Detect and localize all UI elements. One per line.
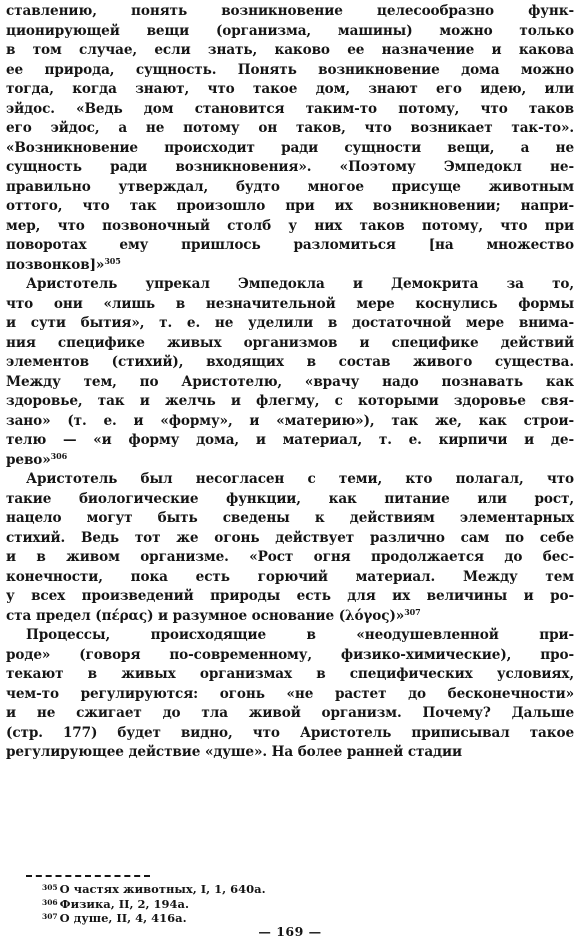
line-text: такие биологические функции, как питание или рост, (6, 490, 574, 507)
text-line (6, 704, 574, 724)
text-line (6, 217, 574, 237)
text-line (6, 548, 574, 568)
page-number: — 169 — (258, 924, 322, 939)
line-text: текают в живых организмах в специфических условиях, (6, 666, 574, 682)
text-line (6, 80, 574, 100)
text-line (6, 275, 574, 295)
line-text: ставлению, понять возникновение целесообразно функ- (6, 3, 574, 19)
line-text: Процессы, происходящие в «неодушевленной при- (26, 627, 574, 643)
line-text: Между тем, по Аристотелю, «врачу надо познавать как (6, 373, 574, 390)
text-line (6, 392, 574, 412)
line-text: правильно утверждал, будто многое присуще животным (6, 178, 574, 195)
text-line (6, 139, 574, 159)
line-text: и не сжигает до тла живой организм. Почему? Дальше (6, 705, 574, 721)
line-text: и сути бытия», т. е. не уделили в достаточной мере внима- (6, 315, 574, 331)
line-text: «Возникновение происходит ради сущности вещи, а не (6, 139, 574, 156)
text-line (6, 451, 574, 471)
line-text: стихий. Ведь тот же огонь действует различно сам по себе (6, 529, 574, 546)
line-text: регулирующее действие «душе». На более ранней стадии (6, 744, 462, 760)
line-text: Аристотель упрекал Эмпедокла и Демокрита за то, (26, 276, 574, 292)
text-line (6, 724, 574, 744)
text-line (6, 197, 574, 217)
footnotes (42, 882, 342, 926)
line-text: ее природа, сущность. Понять возникновение дома можно (6, 61, 574, 78)
text-line (6, 509, 574, 529)
line-text: ния специфике живых организмов и специфике действий (6, 334, 574, 351)
paragraph (6, 470, 574, 626)
line-text: элементов (стихий), входящих в состав живого существа. (6, 354, 574, 370)
text-line (6, 587, 574, 607)
line-text: оттого, что так произошло при их возникновении; напри- (6, 198, 574, 214)
text-line (6, 685, 574, 705)
text-line (6, 334, 574, 354)
text-line (6, 568, 574, 588)
line-text: (стр. 177) будет видно, что Аристотель приписывал такое (6, 724, 574, 741)
footnote-text: О частях животных, I, 1, 640а. (59, 882, 266, 896)
footnote-number: 307 (42, 912, 58, 921)
footnote-reference: 307 (404, 606, 421, 617)
footnote-text: Физика, II, 2, 194а. (59, 896, 189, 911)
line-text: роде» (говоря по-современному, физико-химические), про- (6, 646, 574, 663)
line-text: поворотах ему пришлось разломиться [на множество (6, 237, 574, 253)
line-text: что они «лишь в незначительной мере коснулись формы (6, 295, 574, 312)
paragraph (6, 626, 574, 763)
line-text: ционирующей вещи (организма, машины) можно только (6, 22, 574, 39)
line-text: мер, что позвоночный столб у них таков потому, что при (6, 217, 574, 234)
line-text: ста предел (πέρας) и разумное основание (λόγος)» (6, 607, 405, 624)
line-text: и в живом организме. «Рост огня продолжается до бес- (6, 549, 574, 565)
text-line (6, 431, 574, 451)
text-line (6, 158, 574, 178)
text-line (6, 256, 574, 276)
line-text: нацело могут быть сведены к действиям элементарных (6, 510, 574, 526)
text-line (6, 373, 574, 393)
line-text: телю — «и форму дома, и материал, т. е. кирпичи и де- (6, 432, 574, 448)
text-line (6, 607, 574, 627)
text-line (6, 41, 574, 61)
text-line (6, 626, 574, 646)
text-line (6, 61, 574, 81)
text-line (6, 743, 574, 763)
footnote-separator (26, 875, 150, 877)
line-text: Аристотель был несогласен с теми, кто полагал, что (26, 471, 574, 487)
footnote-reference: 305 (104, 255, 121, 266)
line-text: эйдос. «Ведь дом становится таким-то потому, что таков (6, 100, 574, 117)
text-line (6, 178, 574, 198)
footnote-reference: 306 (50, 450, 68, 461)
text-line (6, 353, 574, 373)
body-text (6, 2, 574, 763)
text-line (6, 646, 574, 666)
text-line (6, 119, 574, 139)
footnote (42, 897, 342, 912)
paragraph (6, 2, 574, 275)
footnote-number: 306 (42, 897, 58, 907)
text-line (6, 665, 574, 685)
footnote-text: О душе, II, 4, 416а. (59, 911, 187, 925)
line-text: сущность ради возникновения». «Поэтому Эмпедокл не- (6, 159, 574, 175)
text-line (6, 22, 574, 42)
text-line (6, 529, 574, 549)
line-text: рево» (6, 451, 51, 468)
line-text: здоровье, так и желчь и флегму, с которыми здоровье свя- (6, 393, 574, 409)
text-line (6, 470, 574, 490)
text-line (6, 236, 574, 256)
line-text: позвонков]» (6, 256, 105, 273)
line-text: его эйдос, а не потому он таков, что возникает так-то». (6, 120, 574, 136)
text-line (6, 100, 574, 120)
line-text: в том случае, если знать, каково ее назначение и какова (6, 42, 574, 58)
book-page (6, 2, 574, 942)
paragraph (6, 275, 574, 470)
text-line (6, 412, 574, 432)
line-text: конечности, пока есть горючий материал. Между тем (6, 568, 574, 585)
footnote (42, 882, 342, 897)
line-text: зано» (т. е. и «форму», и «материю»), так же, как строи- (6, 412, 574, 429)
text-line (6, 314, 574, 334)
footnote-number: 305 (42, 883, 58, 892)
line-text: у всех произведений природы есть для их величины и ро- (6, 588, 574, 604)
text-line (6, 2, 574, 22)
line-text: тогда, когда знают, что такое дом, знают его идею, или (6, 81, 574, 97)
text-line (6, 295, 574, 315)
text-line (6, 490, 574, 510)
line-text: чем-то регулируются: огонь «не растет до бесконечности» (6, 685, 574, 702)
